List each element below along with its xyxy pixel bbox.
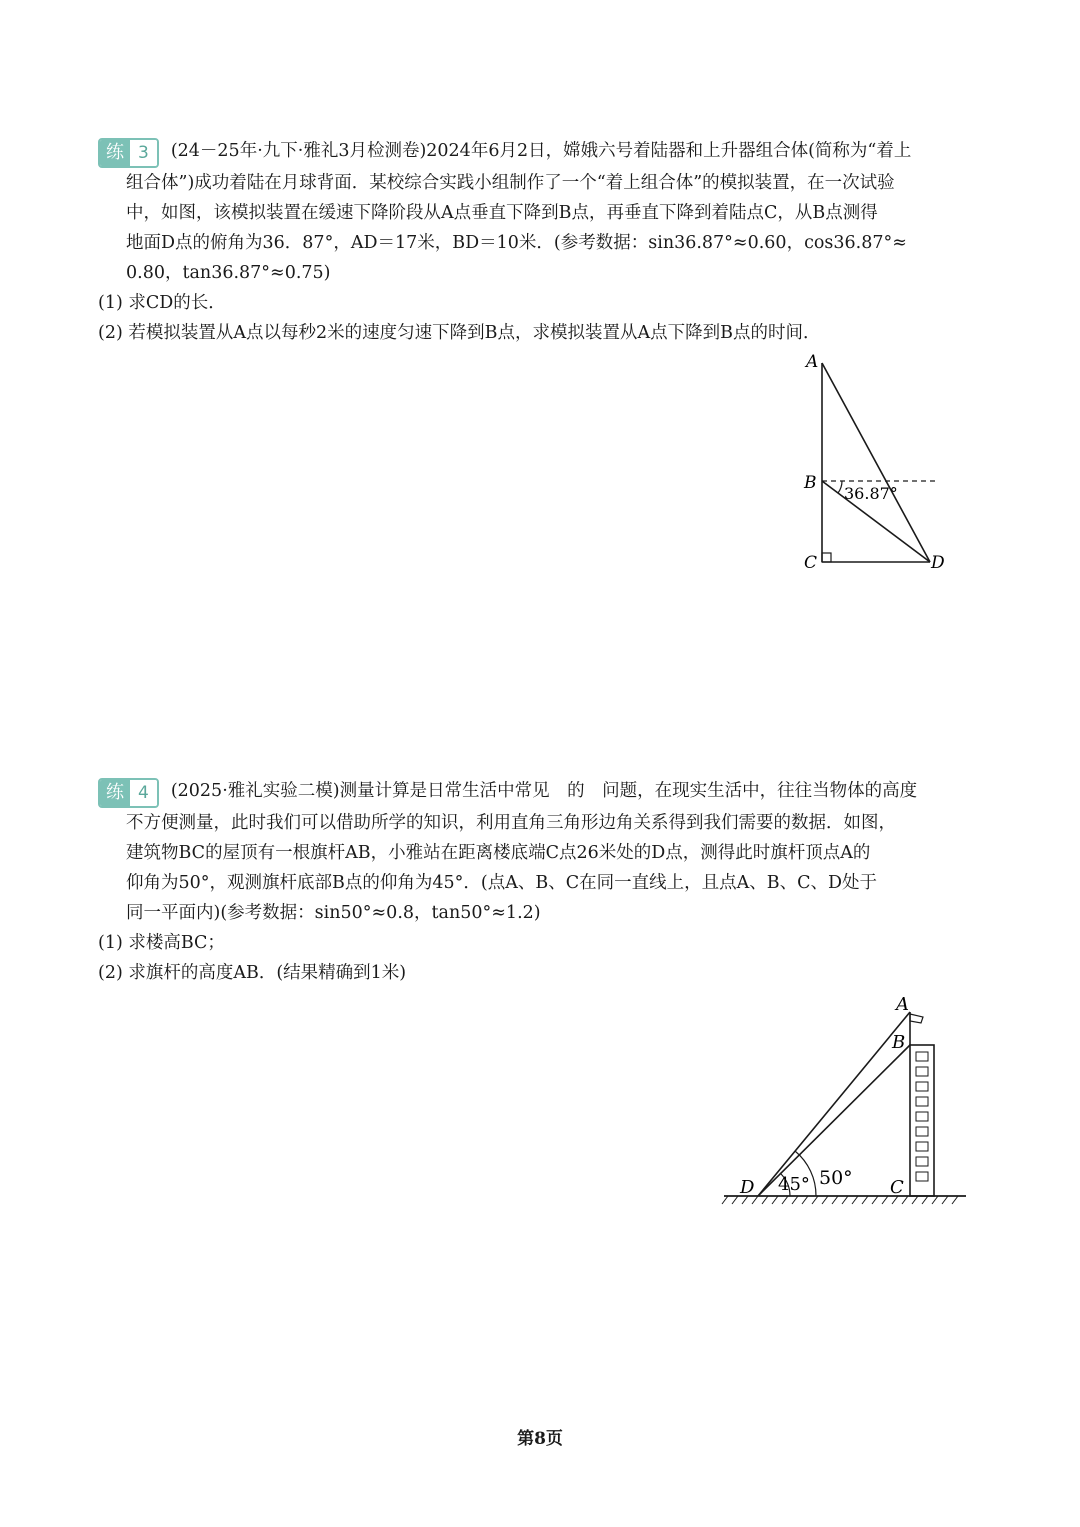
angle-label: 36.87° — [844, 484, 898, 503]
angle-45-label: 45° — [778, 1174, 810, 1195]
right-angle-mark — [822, 553, 831, 562]
label-c: C — [804, 553, 818, 573]
problem-4-stem-line-3: 建筑物BC的屋顶有一根旗杆AB，小雅站在距离楼底端C点26米处的D点，测得此时旗杆顶点A的 — [126, 843, 871, 863]
problem-4-question-1: (1) 求楼高BC； — [98, 933, 225, 953]
label-c: C — [890, 1177, 904, 1198]
practice-tag-3 — [98, 138, 159, 168]
problem-4-stem-line-2: 不方便测量，此时我们可以借助所学的知识，利用直角三角形边角关系得到我们需要的数据．如图， — [126, 813, 896, 833]
label-d: D — [931, 553, 945, 573]
problem-3-first-row — [98, 136, 998, 168]
ground-hatching — [722, 1196, 958, 1204]
practice-tag-word: 练 — [100, 780, 130, 806]
label-b: B — [892, 1032, 906, 1053]
practice-tag-word: 练 — [100, 140, 130, 166]
problem-3-question-2: (2) 若模拟装置从A点以每秒2米的速度匀速下降到B点，求模拟装置从A点下降到B点的时间． — [98, 323, 821, 343]
flag — [910, 1014, 923, 1023]
problem-3-figure — [790, 345, 960, 577]
label-d: D — [740, 1177, 755, 1198]
problem-3 — [98, 136, 998, 348]
problem-4-figure — [718, 988, 973, 1210]
label-b: B — [804, 473, 817, 493]
angle-50-label: 50° — [819, 1167, 853, 1189]
problem-4-stem-line-4: 仰角为50°，观测旗杆底部B点的仰角为45°．(点A、B、C在同一直线上，且点A、B、C、D处于 — [126, 873, 878, 893]
problem-4 — [98, 776, 998, 988]
problem-3-stem-line-4: 地面D点的俯角为36．87°，AD＝17米，BD＝10米．(参考数据：sin36.87°≈0.60，cos36.87°≈ — [126, 233, 907, 253]
problem-3-stem-line-5: 0.80，tan36.87°≈0.75) — [126, 263, 331, 283]
angle-arc — [838, 481, 842, 493]
practice-tag-number: 3 — [130, 140, 157, 166]
problem-3-stem-line-1: (24－25年·九下·雅礼3月检测卷)2024年6月2日，嫦娥六号着陆器和上升器组合体(简称为“着上 — [170, 141, 912, 161]
page-number: 第8页 — [517, 1429, 563, 1449]
problem-4-question-2: (2) 求旗杆的高度AB．(结果精确到1米) — [98, 963, 407, 983]
problem-3-stem-line-2: 组合体”)成功着陆在月球背面．某校综合实践小组制作了一个“着上组合体”的模拟装置，在一次试验 — [126, 173, 895, 193]
problem-4-stem-line-5: 同一平面内)(参考数据：sin50°≈0.8，tan50°≈1.2) — [126, 903, 541, 923]
practice-tag-number: 4 — [130, 780, 157, 806]
label-a: A — [806, 352, 819, 372]
problem-4-first-row — [98, 776, 998, 808]
label-a: A — [896, 994, 909, 1015]
practice-tag-4 — [98, 778, 159, 808]
problem-3-stem-line-3: 中，如图，该模拟装置在缓速下降阶段从A点垂直下降到B点，再垂直下降到着陆点C，从B点测得 — [126, 203, 878, 223]
line-ad — [822, 363, 930, 562]
problem-3-question-1: (1) 求CD的长． — [98, 293, 226, 313]
problem-4-stem-line-1: (2025·雅礼实验二模)测量计算是日常生活中常见 的 问题，在现实生活中，往往当物体的高度 — [170, 781, 918, 801]
building-windows — [916, 1052, 928, 1181]
